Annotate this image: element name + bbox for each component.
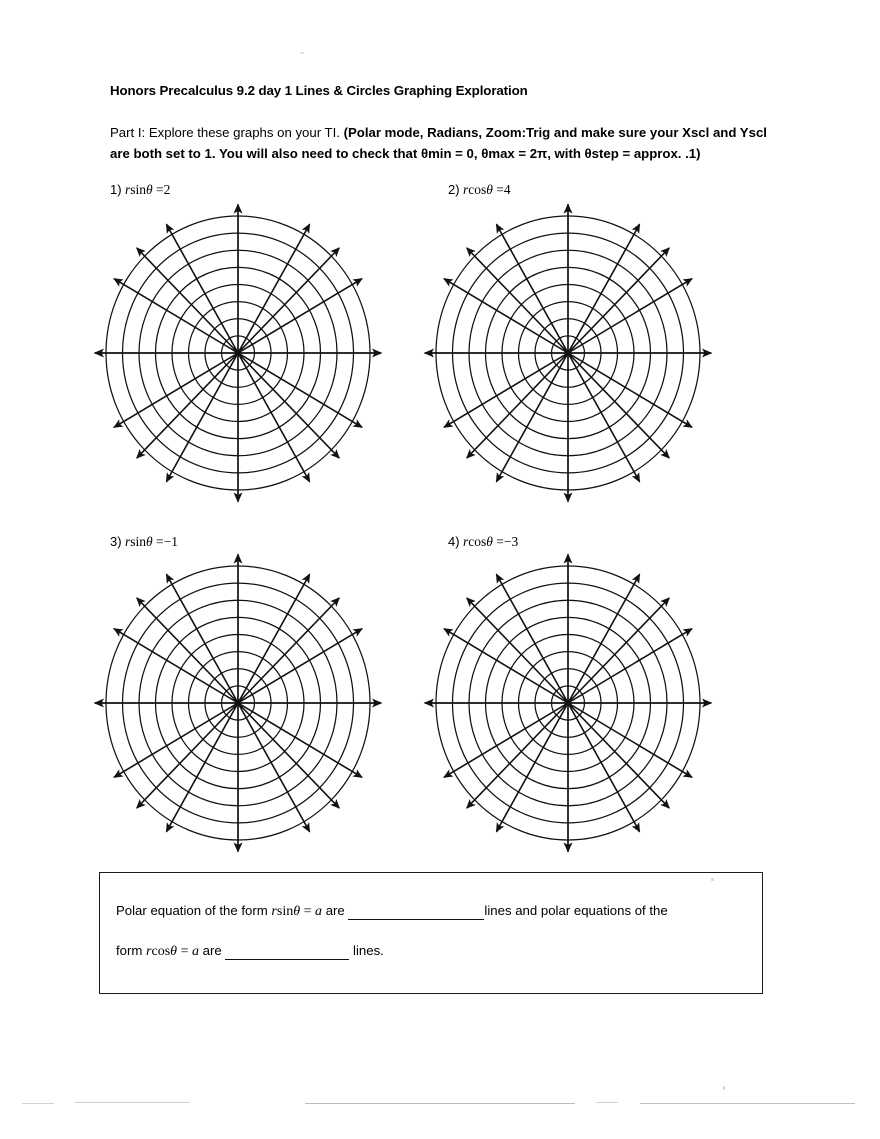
answer-line1-text2: are [325, 903, 345, 918]
problem-3-value: −1 [163, 534, 178, 549]
grid-radial-line [444, 353, 568, 427]
grid-radial-line [166, 703, 238, 832]
grid-radial-line [114, 703, 238, 777]
problem-4-label [448, 534, 518, 550]
answer-line2-equation: rcosθ = a [146, 944, 199, 959]
instructions-lead: Part I: Explore these graphs on your TI. [110, 125, 344, 140]
scan-artifact [22, 1103, 54, 1104]
grid-radial-line [238, 353, 310, 482]
polar-grid-3 [93, 553, 383, 853]
problem-1-label [110, 182, 170, 198]
answer-box-line-2 [116, 943, 384, 960]
scan-artifact [300, 52, 304, 54]
grid-radial-line [568, 629, 692, 703]
grid-radial-line [137, 703, 238, 808]
polar-grid-4 [423, 553, 713, 853]
grid-radial-line [568, 703, 669, 808]
polar-grid-svg [423, 553, 713, 853]
grid-radial-line [568, 703, 692, 777]
answer-line1-equation: rsinθ = a [271, 904, 323, 919]
grid-radial-line [467, 703, 568, 808]
grid-radial-line [568, 353, 669, 458]
grid-radial-line [444, 629, 568, 703]
grid-radial-line [238, 574, 310, 703]
grid-radial-line [568, 703, 640, 832]
scan-artifact [640, 1103, 855, 1104]
grid-radial-line [114, 629, 238, 703]
problem-4-equals: = [496, 534, 504, 549]
grid-radial-line [238, 703, 362, 777]
problem-3-label [110, 534, 178, 550]
grid-radial-line [137, 353, 238, 458]
problem-2-label [448, 182, 511, 198]
grid-radial-line [444, 279, 568, 353]
grid-radial-line [238, 279, 362, 353]
polar-grid-1 [93, 203, 383, 503]
scan-artifact [305, 1103, 575, 1104]
polar-grid-svg [93, 553, 383, 853]
scan-artifact [723, 1086, 725, 1090]
grid-radial-line [568, 353, 640, 482]
problem-1-r: r [124, 182, 131, 197]
answer-line2-text2: are [202, 943, 222, 958]
answer-blank-1[interactable] [348, 906, 484, 920]
problem-2-function: cos [468, 182, 487, 197]
grid-radial-line [467, 598, 568, 703]
problem-4-function: cos [468, 534, 487, 549]
problem-3-r: r [124, 534, 131, 549]
instructions-paragraph [110, 122, 782, 164]
answer-line1-text3: lines and polar equations of the [484, 903, 668, 918]
grid-radial-line [238, 629, 362, 703]
grid-radial-line [114, 353, 238, 427]
problem-3-number: 3) [110, 534, 122, 549]
grid-radial-line [238, 703, 310, 832]
problem-1-equals: = [155, 182, 164, 197]
answer-line2-text3: lines. [353, 943, 384, 958]
grid-radial-line [496, 353, 568, 482]
grid-radial-line [238, 353, 339, 458]
problem-3-function: sin [130, 534, 146, 549]
grid-radial-line [166, 224, 238, 353]
scan-artifact [711, 878, 714, 881]
grid-radial-line [238, 248, 339, 353]
answer-blank-2[interactable] [225, 946, 349, 960]
grid-radial-line [467, 353, 568, 458]
grid-radial-line [166, 574, 238, 703]
answer-line1-text1: Polar equation of the form [116, 903, 268, 918]
grid-radial-line [166, 353, 238, 482]
problem-4-r: r [462, 534, 469, 549]
grid-radial-line [496, 224, 568, 353]
grid-radial-line [238, 353, 362, 427]
polar-grid-svg [423, 203, 713, 503]
polar-grid-svg [93, 203, 383, 503]
polar-grid-2 [423, 203, 713, 503]
problem-3-equals: = [155, 534, 164, 549]
instructions-bold: (Polar mode, Radians, Zoom:Trig and make sure your Xscl and Yscl are both set to 1. You will also need to check that θmin = 0, θmax = 2π, with θstep = approx. .1) [110, 125, 767, 161]
problem-1-value: 2 [163, 182, 171, 197]
grid-radial-line [568, 248, 669, 353]
answer-box [99, 872, 763, 994]
problem-1-number: 1) [110, 182, 122, 197]
grid-radial-line [238, 598, 339, 703]
problem-2-number: 2) [448, 182, 460, 197]
grid-radial-line [568, 224, 640, 353]
problem-1-theta: θ [145, 182, 153, 197]
problem-1-function: sin [130, 182, 146, 197]
grid-radial-line [114, 279, 238, 353]
scan-artifact [75, 1102, 190, 1103]
grid-radial-line [568, 353, 692, 427]
page-title: Honors Precalculus 9.2 day 1 Lines & Circles Graphing Exploration [110, 83, 528, 98]
grid-radial-line [444, 703, 568, 777]
answer-line2-text1: form [116, 943, 143, 958]
grid-radial-line [496, 703, 568, 832]
grid-radial-line [137, 598, 238, 703]
grid-radial-line [238, 703, 339, 808]
problem-2-value: 4 [503, 182, 511, 197]
grid-radial-line [238, 224, 310, 353]
answer-box-line-1 [116, 903, 668, 920]
problem-4-number: 4) [448, 534, 460, 549]
grid-radial-line [568, 598, 669, 703]
problem-4-value: −3 [503, 534, 519, 549]
scan-artifact [596, 1102, 618, 1103]
problem-2-theta: θ [486, 182, 493, 197]
grid-radial-line [137, 248, 238, 353]
grid-radial-line [568, 574, 640, 703]
grid-radial-line [467, 248, 568, 353]
grid-radial-line [496, 574, 568, 703]
grid-radial-line [568, 279, 692, 353]
problem-4-theta: θ [486, 534, 493, 549]
problem-2-r: r [462, 182, 469, 197]
problem-2-equals: = [496, 182, 504, 197]
problem-3-theta: θ [145, 534, 153, 549]
